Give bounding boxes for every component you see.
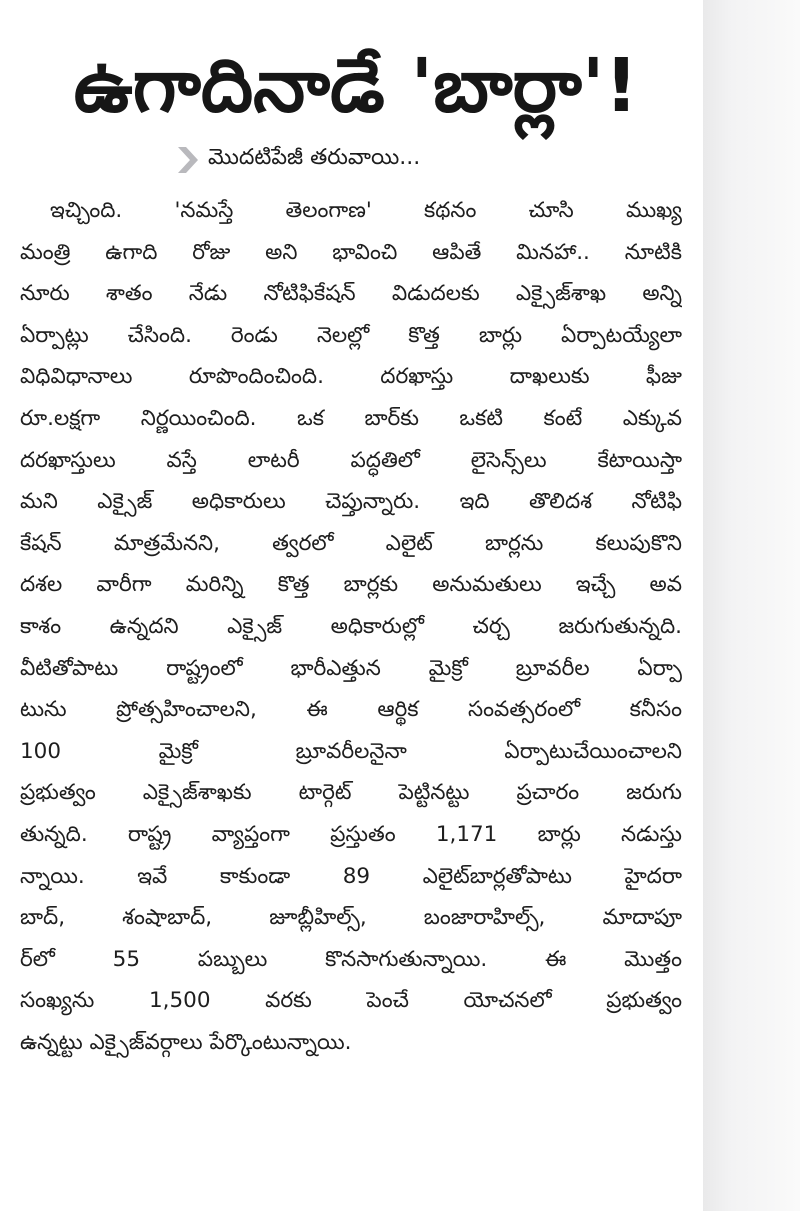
chevron-right-icon xyxy=(178,147,198,173)
body-line: 100 మైక్రో బ్రూవరీలనైనా ఏర్పాటుచేయించాలని xyxy=(20,738,682,764)
article-body xyxy=(20,190,682,1063)
page-margin-strip xyxy=(703,0,800,1211)
body-line: దశల వారీగా మరిన్ని కొత్త బార్లకు అనుమతులు ఇచ్చే అవ xyxy=(20,572,682,598)
body-line: దరఖాస్తులు వస్తే లాటరీ పద్ధతిలో లైసెన్స్‌లు కేటాయిస్తా xyxy=(20,447,682,473)
body-line: విధివిధానాలు రూపొందించింది. దరఖాస్తు దాఖలుకు ఫీజు xyxy=(20,364,682,390)
body-line: కాశం ఉన్నదని ఎక్సైజ్ అధికారుల్లో చర్చ జరుగుతున్నది. xyxy=(20,613,682,639)
body-line: న్నాయి. ఇవే కాకుండా 89 ఎలైట్‌బార్లతోపాటు హైదరా xyxy=(20,863,682,889)
body-line: మంత్రి ఉగాది రోజు అని భావించి ఆపితే మినహా.. నూటికి xyxy=(20,239,682,265)
body-line: ఏర్పాట్లు చేసింది. రెండు నెలల్లో కొత్త బార్లు ఏర్పాటయ్యేలా xyxy=(20,322,682,348)
article-headline: ఉగాదినాడే 'బార్లా'! xyxy=(73,43,639,129)
body-line: సంఖ్యను 1,500 వరకు పెంచే యోచనలో ప్రభుత్వం xyxy=(20,988,682,1014)
body-line: మని ఎక్సైజ్ అధికారులు చెప్తున్నారు. ఇది తొలిదశ నోటిఫి xyxy=(20,489,682,515)
body-line: కేషన్ మాత్రమేనని, త్వరలో ఎలైట్ బార్లను కలుపుకొని xyxy=(20,530,682,556)
continuation-label: మొదటిపేజీ తరువాయి... xyxy=(208,145,421,170)
body-line: ఇచ్చింది. 'నమస్తే తెలంగాణ' కథనం చూసి ముఖ్య xyxy=(50,198,682,223)
continuation-line xyxy=(178,140,420,180)
body-line: వీటితోపాటు రాష్ట్రంలో భారీఎత్తున మైక్రో బ్రూవరీల ఏర్పా xyxy=(20,655,682,681)
body-line: బాద్, శంషాబాద్, జూబ్లీహిల్స్, బంజారాహిల్స్, మాదాపూ xyxy=(20,905,682,931)
body-line: ప్రభుత్వం ఎక్సైజ్‌శాఖకు టార్గెట్ పెట్టినట్టు ప్రచారం జరుగు xyxy=(20,780,682,806)
body-line: టును ప్రోత్సహించాలని, ఈ ఆర్థిక సంవత్సరంలో కనీసం xyxy=(20,697,682,723)
body-line: తున్నది. రాష్ట్ర వ్యాప్తంగా ప్రస్తుతం 1,171 బార్లు నడుస్తు xyxy=(20,821,682,847)
body-line: రూ.లక్షగా నిర్ణయించింది. ఒక బార్‌కు ఒకటి కంటే ఎక్కువ xyxy=(20,405,682,431)
body-line: ఉన్నట్టు ఎక్సైజ్‌వర్గాలు పేర్కొంటున్నాయి. xyxy=(20,1029,352,1055)
body-line: ర్‌లో 55 పబ్బులు కొనసాగుతున్నాయి. ఈ మొత్తం xyxy=(20,946,682,972)
body-line: నూరు శాతం నేడు నోటిఫికేషన్ విడుదలకు ఎక్సైజ్‌శాఖ అన్ని xyxy=(20,281,682,307)
